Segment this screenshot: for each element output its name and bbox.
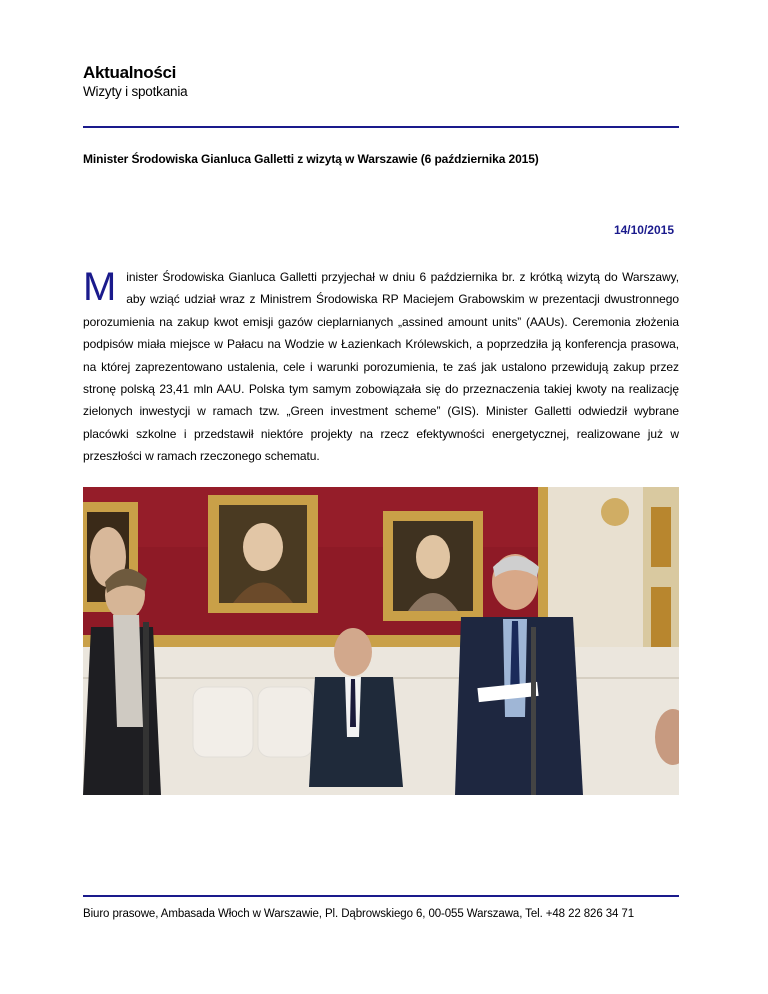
footer-divider (83, 895, 679, 897)
page-footer: Biuro prasowe, Ambasada Włoch w Warszawie, Pl. Dąbrowskiego 6, 00-055 Warszawa, Tel. +48 22 826 34 71 (83, 908, 635, 920)
article-text: inister Środowiska Gianluca Galletti przyjechał w dniu 6 października br. z krótką wizytą do Warszawy, aby wziąć udział wraz z Ministrem Środowiska RP Maciejem Grabowskim w prezentacji dwustronnego porozumienia na zakup kwot emisji gazów cieplarnianych „assined amount units” (AAUs). Ceremonia złożenia podpisów miała miejsce w Pałacu na Wodzie w Łazienkach Królewskich, a poprzedziła ją konferencja prasowa, na której zaprezentowano ustalenia, cele i warunki porozumienia, te zaś jak ustalono przewidują zakup przez stronę polską 23,41 mln AAU. Polska tym samym zobowiązała się do przeznaczenia takiej kwoty na realizację zielonych inwestycji w ramach tzw. „Green investment scheme” (GIS). Minister Galletti odwiedził wybrane placówki szkolne i przedstawił niektóre projekty na rzecz efektywności energetycznej, realizowane już w przeszłości w ramach rzeczonego schematu. (83, 270, 679, 464)
event-photo (83, 487, 679, 795)
header-divider (83, 126, 679, 128)
article-headline: Minister Środowiska Gianluca Galletti z wizytą w Warszawie (6 października 2015) (83, 152, 539, 166)
page-header (83, 63, 187, 100)
page-title: Aktualności (83, 63, 177, 82)
article-date: 14/10/2015 (613, 223, 674, 237)
article-body (83, 266, 679, 468)
page-subtitle: Wizyty i spotkania (83, 84, 188, 99)
drop-cap: M (83, 265, 117, 309)
